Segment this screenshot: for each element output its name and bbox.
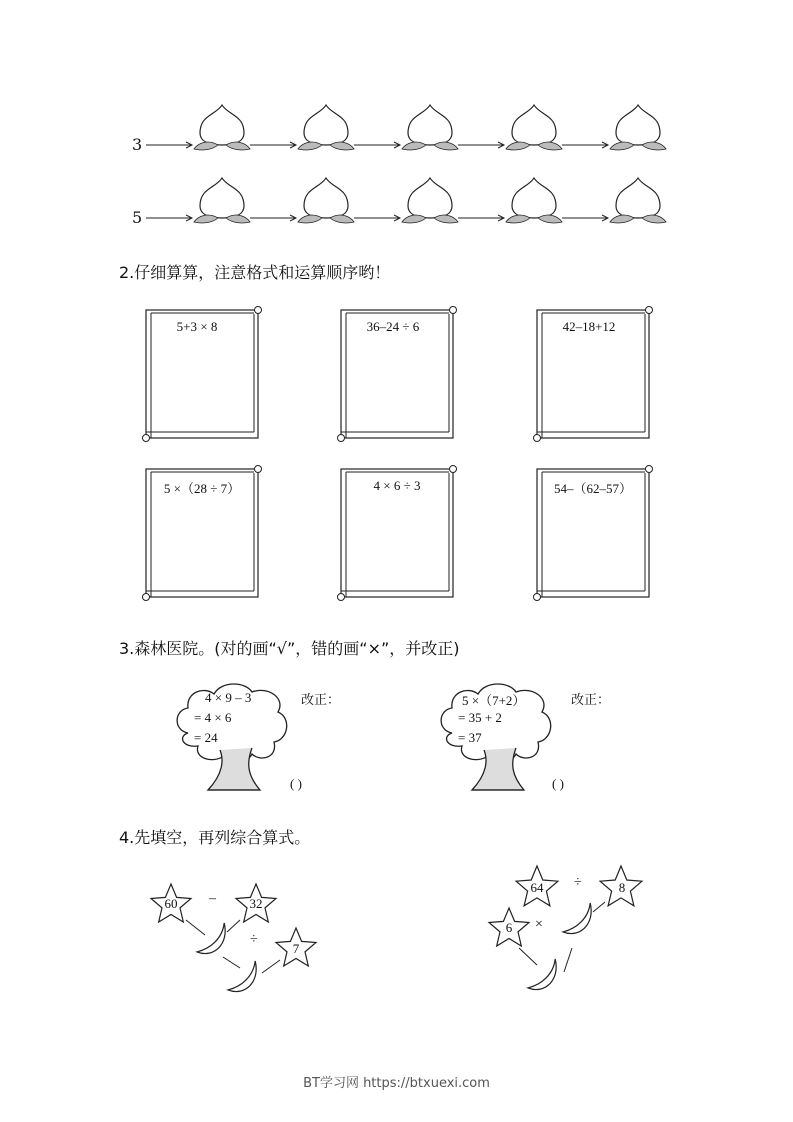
footer-source: BT学习网 https://btxuexi.com xyxy=(303,1076,490,1091)
board-expression: 36–24 ÷ 6 xyxy=(366,319,420,334)
moon-icon xyxy=(563,903,591,934)
q3-heading: 3.森林医院。(对的画“√”，错的画“×”，并改正) xyxy=(119,639,460,658)
q2-heading: 2.仔细算算，注意格式和运算顺序哟！ xyxy=(119,263,391,282)
star-number: 32 xyxy=(249,896,263,911)
tree-expression-line: 4 × 9 – 3 xyxy=(205,690,252,705)
q4-heading: 4.先填空，再列综合算式。 xyxy=(119,828,311,847)
tree-expression-line: = 37 xyxy=(458,730,482,745)
moon-icon xyxy=(528,959,556,990)
star-number: 6 xyxy=(505,920,513,935)
moon-icon xyxy=(228,961,256,992)
operator-symbol: × xyxy=(535,917,543,932)
operator-symbol: – xyxy=(209,891,216,906)
sequence-start-number: 5 xyxy=(132,208,143,227)
tree-expression-line: = 24 xyxy=(194,730,218,745)
star-number: 8 xyxy=(618,880,626,895)
connector-line xyxy=(519,948,537,965)
star-number: 7 xyxy=(292,941,300,956)
operator-symbol: ÷ xyxy=(250,932,258,947)
answer-paren: ( ) xyxy=(290,776,302,791)
connector-line xyxy=(186,920,205,935)
star-number: 64 xyxy=(530,880,544,895)
connector-line xyxy=(262,960,280,973)
tree-expression-line: = 4 × 6 xyxy=(194,710,232,725)
operator-symbol: ÷ xyxy=(574,875,582,890)
board-expression: 5 ×（28 ÷ 7） xyxy=(163,481,241,496)
correction-label: 改正： xyxy=(301,693,341,708)
connector-line xyxy=(593,902,605,912)
star-number: 60 xyxy=(164,896,178,911)
connector-line xyxy=(223,957,240,968)
correction-label: 改正： xyxy=(571,693,611,708)
board-expression: 4 × 6 ÷ 3 xyxy=(373,478,421,493)
connector-line xyxy=(564,948,572,972)
moon-icon xyxy=(197,923,225,954)
sequence-start-number: 3 xyxy=(132,135,143,154)
board-expression: 5+3 × 8 xyxy=(176,319,218,334)
board-expression: 54–（62–57） xyxy=(553,481,632,496)
tree-expression-line: 5 ×（7+2） xyxy=(462,693,526,708)
connector-line xyxy=(227,920,240,932)
tree-expression-line: = 35 + 2 xyxy=(458,710,502,725)
answer-paren: ( ) xyxy=(552,776,564,791)
board-expression: 42–18+12 xyxy=(562,319,616,334)
